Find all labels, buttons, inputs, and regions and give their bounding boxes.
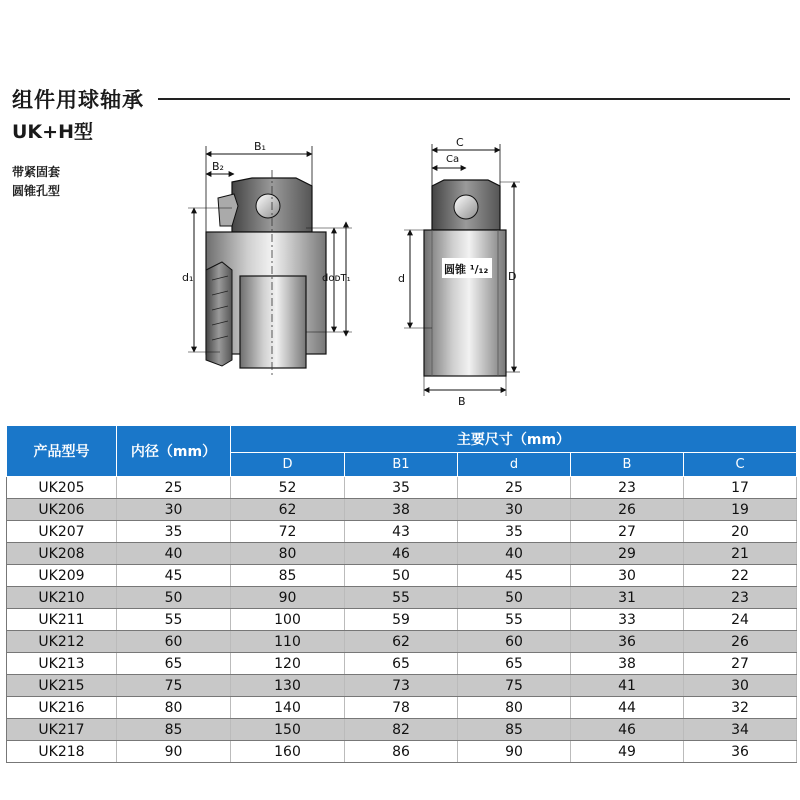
value-cell: 90 (458, 741, 571, 763)
model-series: UK+H型 (12, 121, 93, 143)
table-row (7, 543, 797, 565)
value-cell: 75 (458, 675, 571, 697)
label-d1: d₁ (182, 271, 194, 284)
value-cell: 30 (458, 499, 571, 521)
value-cell: 72 (231, 521, 345, 543)
value-cell: 40 (458, 543, 571, 565)
model-cell: UK217 (7, 719, 117, 741)
value-cell: 35 (458, 521, 571, 543)
table-row (7, 521, 797, 543)
value-cell: 20 (684, 521, 797, 543)
value-cell: 75 (117, 675, 231, 697)
value-cell: 49 (571, 741, 684, 763)
value-cell: 50 (117, 587, 231, 609)
model-cell: UK215 (7, 675, 117, 697)
dimensions-table (6, 425, 797, 763)
model-cell: UK205 (7, 477, 117, 499)
model-cell: UK213 (7, 653, 117, 675)
table-row (7, 653, 797, 675)
value-cell: 25 (458, 477, 571, 499)
value-cell: 36 (571, 631, 684, 653)
model-cell: UK210 (7, 587, 117, 609)
table-row (7, 675, 797, 697)
label-do-dt1: doᴅT₁ (322, 273, 351, 284)
value-cell: 78 (345, 697, 458, 719)
value-cell: 33 (571, 609, 684, 631)
value-cell: 30 (571, 565, 684, 587)
table-row (7, 741, 797, 763)
label-b: B (458, 395, 466, 408)
value-cell: 21 (684, 543, 797, 565)
table-row (7, 499, 797, 521)
value-cell: 30 (684, 675, 797, 697)
header-main-dimensions: 主要尺寸（mm） (231, 426, 797, 453)
model-cell: UK212 (7, 631, 117, 653)
value-cell: 59 (345, 609, 458, 631)
model-cell: UK206 (7, 499, 117, 521)
value-cell: 62 (231, 499, 345, 521)
header-bore: 内径（mm） (117, 426, 231, 477)
value-cell: 40 (117, 543, 231, 565)
value-cell: 32 (684, 697, 797, 719)
value-cell: 60 (117, 631, 231, 653)
value-cell: 19 (684, 499, 797, 521)
value-cell: 85 (231, 565, 345, 587)
value-cell: 38 (345, 499, 458, 521)
label-c: C (456, 136, 464, 149)
header-c: C (684, 452, 797, 476)
value-cell: 23 (571, 477, 684, 499)
left-drawing (182, 140, 352, 375)
value-cell: 65 (345, 653, 458, 675)
value-cell: 26 (684, 631, 797, 653)
header-d-outer: D (231, 452, 345, 476)
table-row (7, 719, 797, 741)
value-cell: 26 (571, 499, 684, 521)
model-cell: UK208 (7, 543, 117, 565)
value-cell: 24 (684, 609, 797, 631)
value-cell: 55 (345, 587, 458, 609)
value-cell: 86 (345, 741, 458, 763)
value-cell: 45 (458, 565, 571, 587)
value-cell: 45 (117, 565, 231, 587)
table-row (7, 565, 797, 587)
value-cell: 80 (458, 697, 571, 719)
model-cell: UK209 (7, 565, 117, 587)
value-cell: 23 (684, 587, 797, 609)
value-cell: 85 (117, 719, 231, 741)
table-row (7, 477, 797, 499)
side-note-sleeve: 带紧固套 (12, 165, 61, 179)
value-cell: 25 (117, 477, 231, 499)
table-row (7, 587, 797, 609)
value-cell: 160 (231, 741, 345, 763)
header-d: d (458, 452, 571, 476)
header-b: B (571, 452, 684, 476)
value-cell: 38 (571, 653, 684, 675)
value-cell: 52 (231, 477, 345, 499)
value-cell: 34 (684, 719, 797, 741)
label-ca: Ca (446, 154, 460, 165)
value-cell: 17 (684, 477, 797, 499)
value-cell: 30 (117, 499, 231, 521)
label-d-outer: D (508, 270, 517, 283)
value-cell: 50 (458, 587, 571, 609)
label-d-inner: d (398, 272, 405, 285)
value-cell: 130 (231, 675, 345, 697)
value-cell: 80 (231, 543, 345, 565)
model-cell: UK216 (7, 697, 117, 719)
label-b1: B₁ (254, 140, 266, 153)
value-cell: 100 (231, 609, 345, 631)
header-model: 产品型号 (7, 426, 117, 477)
value-cell: 55 (117, 609, 231, 631)
value-cell: 29 (571, 543, 684, 565)
value-cell: 27 (684, 653, 797, 675)
model-cell: UK218 (7, 741, 117, 763)
value-cell: 50 (345, 565, 458, 587)
value-cell: 65 (458, 653, 571, 675)
value-cell: 27 (571, 521, 684, 543)
value-cell: 140 (231, 697, 345, 719)
value-cell: 120 (231, 653, 345, 675)
value-cell: 44 (571, 697, 684, 719)
label-b2: B₂ (212, 160, 224, 173)
value-cell: 62 (345, 631, 458, 653)
value-cell: 46 (571, 719, 684, 741)
value-cell: 82 (345, 719, 458, 741)
value-cell: 80 (117, 697, 231, 719)
dimensions-table-wrap (6, 425, 797, 763)
page-title: 组件用球轴承 (12, 88, 144, 112)
value-cell: 55 (458, 609, 571, 631)
model-cell: UK207 (7, 521, 117, 543)
value-cell: 36 (684, 741, 797, 763)
value-cell: 31 (571, 587, 684, 609)
label-taper: 圆锥 ¹/₁₂ (444, 263, 489, 276)
value-cell: 35 (345, 477, 458, 499)
value-cell: 110 (231, 631, 345, 653)
value-cell: 90 (117, 741, 231, 763)
value-cell: 65 (117, 653, 231, 675)
value-cell: 60 (458, 631, 571, 653)
table-body (7, 477, 797, 763)
value-cell: 150 (231, 719, 345, 741)
value-cell: 43 (345, 521, 458, 543)
right-drawing (398, 136, 520, 408)
model-cell: UK211 (7, 609, 117, 631)
value-cell: 90 (231, 587, 345, 609)
value-cell: 73 (345, 675, 458, 697)
table-row (7, 697, 797, 719)
value-cell: 85 (458, 719, 571, 741)
value-cell: 41 (571, 675, 684, 697)
table-row (7, 631, 797, 653)
value-cell: 35 (117, 521, 231, 543)
value-cell: 22 (684, 565, 797, 587)
side-note-taper-bore: 圆锥孔型 (12, 184, 61, 198)
table-row (7, 609, 797, 631)
header-b1: B1 (345, 452, 458, 476)
value-cell: 46 (345, 543, 458, 565)
